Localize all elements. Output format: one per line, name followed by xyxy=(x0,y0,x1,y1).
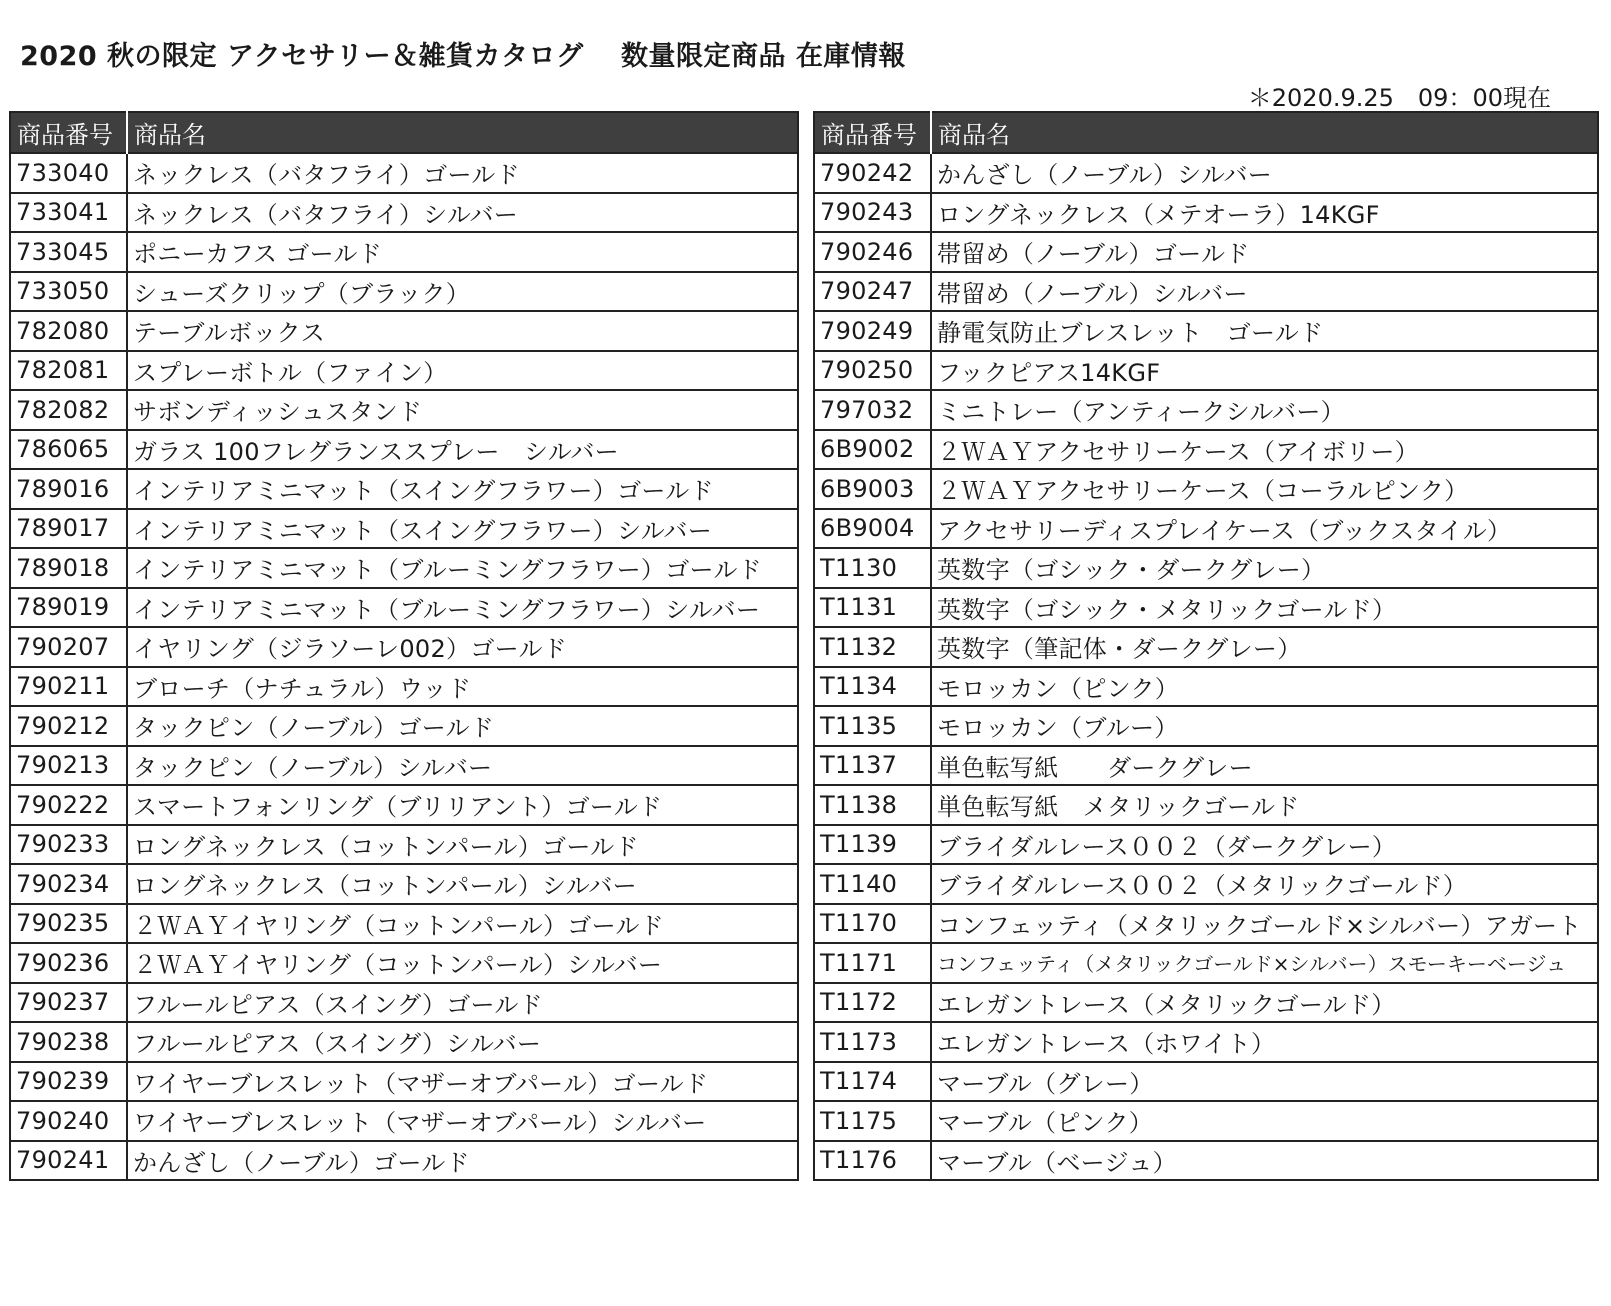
product-code-cell: 790234 xyxy=(10,864,127,904)
table-row xyxy=(10,588,798,628)
table-row xyxy=(10,1141,798,1181)
product-name-cell: インテリアミニマット（スイングフラワー）ゴールド xyxy=(127,469,798,509)
page-title: 2020 秋の限定 アクセサリー＆雑貨カタログ 数量限定商品 在庫情報 xyxy=(20,41,906,72)
product-code-cell: 6B9004 xyxy=(814,509,931,549)
table-row xyxy=(814,390,1598,430)
product-code-cell: T1174 xyxy=(814,1062,931,1102)
product-code-cell: T1135 xyxy=(814,706,931,746)
product-code-cell: 797032 xyxy=(814,390,931,430)
product-code-cell: 790241 xyxy=(10,1141,127,1181)
product-name-cell: モロッカン（ピンク） xyxy=(931,667,1598,707)
product-name-cell: スマートフォンリング（ブリリアント）ゴールド xyxy=(127,785,798,825)
product-name-cell: タックピン（ノーブル）シルバー xyxy=(127,746,798,786)
product-name-cell: かんざし（ノーブル）ゴールド xyxy=(127,1141,798,1181)
table-row xyxy=(10,272,798,312)
product-name-cell: インテリアミニマット（ブルーミングフラワー）シルバー xyxy=(127,588,798,628)
product-code-cell: 790246 xyxy=(814,232,931,272)
table-row xyxy=(10,706,798,746)
product-name-cell: ２ＷＡＹイヤリング（コットンパール）シルバー xyxy=(127,943,798,983)
product-name-cell: インテリアミニマット（ブルーミングフラワー）ゴールド xyxy=(127,548,798,588)
product-name-cell: フルールピアス（スイング）ゴールド xyxy=(127,983,798,1023)
table-row xyxy=(814,943,1598,983)
product-code-cell: 790233 xyxy=(10,825,127,865)
table-row xyxy=(10,548,798,588)
column-header-name: 商品名 xyxy=(127,112,798,153)
table-row xyxy=(814,825,1598,865)
table-row xyxy=(10,746,798,786)
product-name-cell: かんざし（ノーブル）シルバー xyxy=(931,153,1598,193)
product-code-cell: 789017 xyxy=(10,509,127,549)
product-code-cell: T1132 xyxy=(814,627,931,667)
product-code-cell: 782082 xyxy=(10,390,127,430)
table-row xyxy=(814,311,1598,351)
table-row xyxy=(10,627,798,667)
product-code-cell: 790247 xyxy=(814,272,931,312)
product-name-cell: 単色転写紙 ダークグレー xyxy=(931,746,1598,786)
table-row xyxy=(10,390,798,430)
product-code-cell: 786065 xyxy=(10,430,127,470)
product-code-cell: 6B9003 xyxy=(814,469,931,509)
product-code-cell: 733045 xyxy=(10,232,127,272)
product-name-cell: ガラス 100フレグランススプレー シルバー xyxy=(127,430,798,470)
column-header-name: 商品名 xyxy=(931,112,1598,153)
product-name-cell: シューズクリップ（ブラック） xyxy=(127,272,798,312)
product-name-cell: ロングネックレス（コットンパール）ゴールド xyxy=(127,825,798,865)
table-row xyxy=(10,825,798,865)
product-code-cell: 790237 xyxy=(10,983,127,1023)
as-of-timestamp: ＊2020.9.25 09：00現在 xyxy=(1247,84,1551,112)
product-name-cell: タックピン（ノーブル）ゴールド xyxy=(127,706,798,746)
table-row xyxy=(10,785,798,825)
column-header-code: 商品番号 xyxy=(814,112,931,153)
product-code-cell: 790250 xyxy=(814,351,931,391)
product-code-cell: T1171 xyxy=(814,943,931,983)
table-row xyxy=(814,864,1598,904)
product-code-cell: 790242 xyxy=(814,153,931,193)
product-code-cell: T1175 xyxy=(814,1101,931,1141)
product-name-cell: マーブル（グレー） xyxy=(931,1062,1598,1102)
product-code-cell: 733050 xyxy=(10,272,127,312)
product-name-cell: ネックレス（バタフライ）シルバー xyxy=(127,193,798,233)
product-code-cell: 782081 xyxy=(10,351,127,391)
table-row xyxy=(10,983,798,1023)
product-name-cell: ブライダルレース００２（ダークグレー） xyxy=(931,825,1598,865)
column-header-code: 商品番号 xyxy=(10,112,127,153)
product-name-cell: フックピアス14KGF xyxy=(931,351,1598,391)
product-name-cell: コンフェッティ（メタリックゴールド×シルバー）アガート xyxy=(931,904,1598,944)
product-name-cell: モロッカン（ブルー） xyxy=(931,706,1598,746)
product-name-cell: ブローチ（ナチュラル）ウッド xyxy=(127,667,798,707)
table-row xyxy=(814,627,1598,667)
product-name-cell: ２ＷＡＹイヤリング（コットンパール）ゴールド xyxy=(127,904,798,944)
table-row xyxy=(814,509,1598,549)
product-code-cell: T1131 xyxy=(814,588,931,628)
product-code-cell: T1138 xyxy=(814,785,931,825)
product-name-cell: エレガントレース（メタリックゴールド） xyxy=(931,983,1598,1023)
product-name-cell: サボンディッシュスタンド xyxy=(127,390,798,430)
product-name-cell: ミニトレー（アンティークシルバー） xyxy=(931,390,1598,430)
stock-table-right xyxy=(813,111,1599,1181)
product-name-cell: アクセサリーディスプレイケース（ブックスタイル） xyxy=(931,509,1598,549)
product-code-cell: T1134 xyxy=(814,667,931,707)
product-code-cell: T1130 xyxy=(814,548,931,588)
product-code-cell: 789018 xyxy=(10,548,127,588)
product-code-cell: 790240 xyxy=(10,1101,127,1141)
product-name-cell: ワイヤーブレスレット（マザーオブパール）ゴールド xyxy=(127,1062,798,1102)
table-row xyxy=(814,667,1598,707)
table-row xyxy=(814,1101,1598,1141)
table-header-row xyxy=(814,112,1598,153)
table-row xyxy=(814,588,1598,628)
table-row xyxy=(814,232,1598,272)
product-code-cell: 6B9002 xyxy=(814,430,931,470)
table-row xyxy=(10,153,798,193)
product-name-cell: マーブル（ベージュ） xyxy=(931,1141,1598,1181)
product-name-cell: 単色転写紙 メタリックゴールド xyxy=(931,785,1598,825)
table-row xyxy=(10,1062,798,1102)
product-code-cell: 790235 xyxy=(10,904,127,944)
product-name-cell: 帯留め（ノーブル）シルバー xyxy=(931,272,1598,312)
table-row xyxy=(10,864,798,904)
table-header-row xyxy=(10,112,798,153)
table-row xyxy=(10,667,798,707)
product-code-cell: 789019 xyxy=(10,588,127,628)
product-code-cell: 733041 xyxy=(10,193,127,233)
table-row xyxy=(814,1022,1598,1062)
table-row xyxy=(10,351,798,391)
product-name-cell: 帯留め（ノーブル）ゴールド xyxy=(931,232,1598,272)
product-code-cell: T1170 xyxy=(814,904,931,944)
product-code-cell: 790236 xyxy=(10,943,127,983)
product-name-cell: ロングネックレス（コットンパール）シルバー xyxy=(127,864,798,904)
product-code-cell: T1137 xyxy=(814,746,931,786)
product-name-cell: マーブル（ピンク） xyxy=(931,1101,1598,1141)
product-code-cell: 790222 xyxy=(10,785,127,825)
product-name-cell: 英数字（筆記体・ダークグレー） xyxy=(931,627,1598,667)
product-name-cell: テーブルボックス xyxy=(127,311,798,351)
product-code-cell: T1172 xyxy=(814,983,931,1023)
product-name-cell: ブライダルレース００２（メタリックゴールド） xyxy=(931,864,1598,904)
table-row xyxy=(814,1141,1598,1181)
product-code-cell: 790238 xyxy=(10,1022,127,1062)
table-body-right xyxy=(814,153,1598,1180)
product-code-cell: 733040 xyxy=(10,153,127,193)
product-name-cell: インテリアミニマット（スイングフラワー）シルバー xyxy=(127,509,798,549)
table-row xyxy=(10,232,798,272)
table-row xyxy=(814,548,1598,588)
table-body-left xyxy=(10,153,798,1180)
product-code-cell: T1139 xyxy=(814,825,931,865)
table-row xyxy=(814,469,1598,509)
table-row xyxy=(10,509,798,549)
table-row xyxy=(814,430,1598,470)
product-code-cell: 790249 xyxy=(814,311,931,351)
product-name-cell: コンフェッティ（メタリックゴールド×シルバー）スモーキーベージュ xyxy=(931,943,1598,983)
table-row xyxy=(814,904,1598,944)
table-row xyxy=(814,1062,1598,1102)
product-code-cell: T1173 xyxy=(814,1022,931,1062)
table-row xyxy=(10,311,798,351)
table-row xyxy=(814,272,1598,312)
product-name-cell: ネックレス（バタフライ）ゴールド xyxy=(127,153,798,193)
table-row xyxy=(10,904,798,944)
product-name-cell: ポニーカフス ゴールド xyxy=(127,232,798,272)
product-code-cell: T1140 xyxy=(814,864,931,904)
product-name-cell: ２ＷＡＹアクセサリーケース（コーラルピンク） xyxy=(931,469,1598,509)
product-code-cell: 790212 xyxy=(10,706,127,746)
product-name-cell: イヤリング（ジラソーレ002）ゴールド xyxy=(127,627,798,667)
product-name-cell: スプレーボトル（ファイン） xyxy=(127,351,798,391)
product-code-cell: 790207 xyxy=(10,627,127,667)
product-name-cell: 英数字（ゴシック・ダークグレー） xyxy=(931,548,1598,588)
table-row xyxy=(10,1022,798,1062)
product-name-cell: ２ＷＡＹアクセサリーケース（アイボリー） xyxy=(931,430,1598,470)
product-code-cell: 782080 xyxy=(10,311,127,351)
table-row xyxy=(10,469,798,509)
table-row xyxy=(10,430,798,470)
product-name-cell: ワイヤーブレスレット（マザーオブパール）シルバー xyxy=(127,1101,798,1141)
product-code-cell: 790213 xyxy=(10,746,127,786)
product-code-cell: 790211 xyxy=(10,667,127,707)
product-code-cell: 790239 xyxy=(10,1062,127,1102)
table-row xyxy=(814,983,1598,1023)
product-name-cell: フルールピアス（スイング）シルバー xyxy=(127,1022,798,1062)
table-row xyxy=(10,943,798,983)
table-row xyxy=(814,706,1598,746)
product-name-cell: エレガントレース（ホワイト） xyxy=(931,1022,1598,1062)
product-name-cell: 英数字（ゴシック・メタリックゴールド） xyxy=(931,588,1598,628)
table-row xyxy=(814,746,1598,786)
table-row xyxy=(814,351,1598,391)
table-row xyxy=(10,193,798,233)
stock-table-left xyxy=(9,111,799,1181)
product-code-cell: 789016 xyxy=(10,469,127,509)
table-row xyxy=(10,1101,798,1141)
product-code-cell: T1176 xyxy=(814,1141,931,1181)
table-row xyxy=(814,785,1598,825)
product-name-cell: ロングネックレス（メテオーラ）14KGF xyxy=(931,193,1598,233)
table-row xyxy=(814,193,1598,233)
table-row xyxy=(814,153,1598,193)
product-name-cell: 静電気防止ブレスレット ゴールド xyxy=(931,311,1598,351)
product-code-cell: 790243 xyxy=(814,193,931,233)
